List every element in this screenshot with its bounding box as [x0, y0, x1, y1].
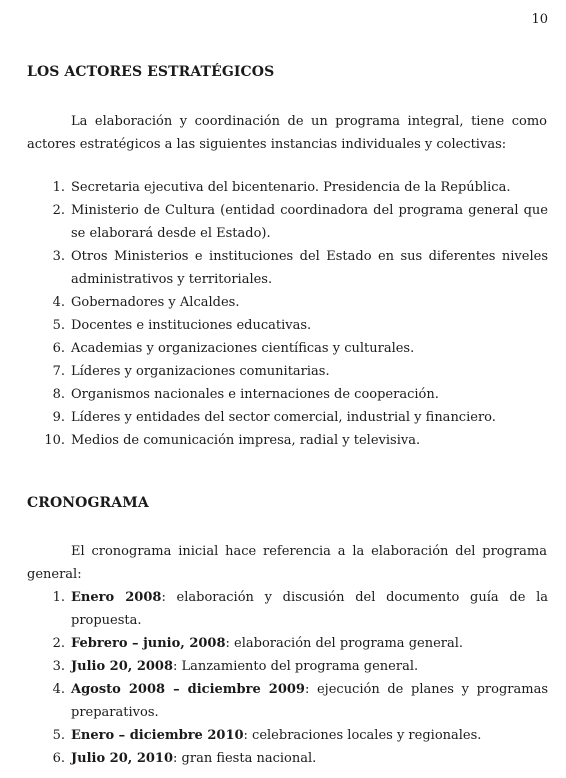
list-number: 10. — [44, 433, 65, 448]
intro-paragraph-cronograma: El cronograma inicial hace referencia a la elaboración del programa general: — [27, 544, 547, 582]
list-item — [27, 314, 548, 337]
list-number: 4. — [52, 295, 65, 310]
intro-paragraph-actores: La elaboración y coordinación de un programa integral, tiene como actores estratégicos a las siguientes instancias individuales y colectivas: — [27, 114, 547, 152]
list-item — [27, 360, 548, 383]
list-item-text: Líderes y organizaciones comunitarias. — [71, 364, 330, 379]
list-item-text: Líderes y entidades del sector comercial, industrial y financiero. — [71, 410, 496, 425]
list-item — [27, 632, 548, 655]
schedule-date: Febrero – junio, 2008 — [71, 636, 226, 651]
list-number: 6. — [52, 341, 65, 356]
list-item — [27, 383, 548, 406]
schedule-date: Enero – diciembre 2010 — [71, 728, 244, 743]
section-heading-cronograma: CRONOGRAMA — [27, 495, 149, 511]
list-item — [27, 337, 548, 360]
schedule-description: : elaboración y discusión del documento guía de la propuesta. — [71, 590, 549, 628]
list-item — [27, 655, 548, 678]
list-number: 7. — [52, 364, 65, 379]
section-heading-actores: LOS ACTORES ESTRATÉGICOS — [27, 64, 275, 80]
list-number: 2. — [52, 636, 65, 651]
list-number: 3. — [52, 249, 65, 264]
list-item — [27, 199, 548, 245]
schedule-description: : ejecución de planes y programas preparativos. — [71, 682, 548, 720]
list-item — [27, 747, 548, 770]
list-item-text: Organismos nacionales e internaciones de cooperación. — [71, 387, 439, 402]
schedule-date: Enero 2008 — [71, 590, 162, 605]
list-item — [27, 291, 548, 314]
list-item — [27, 406, 548, 429]
list-item — [27, 429, 548, 452]
list-number: 8. — [52, 387, 65, 402]
list-item — [27, 724, 548, 747]
schedule-date: Julio 20, 2008 — [71, 659, 174, 674]
schedule-date: Agosto 2008 – diciembre 2009 — [71, 682, 305, 697]
cronograma-list — [27, 586, 548, 770]
schedule-description: : gran fiesta nacional. — [173, 751, 317, 766]
list-number: 6. — [52, 751, 65, 766]
list-number: 2. — [52, 203, 65, 218]
list-number: 9. — [52, 410, 65, 425]
list-number: 1. — [52, 180, 65, 195]
list-item — [27, 245, 548, 291]
schedule-description: : elaboración del programa general. — [225, 636, 464, 651]
list-item-text: Otros Ministerios e instituciones del Estado en sus diferentes niveles administrativos y territoriales. — [71, 249, 548, 287]
schedule-date: Julio 20, 2010 — [71, 751, 174, 766]
list-item-text: Medios de comunicación impresa, radial y televisiva. — [71, 433, 421, 448]
list-number: 5. — [52, 728, 65, 743]
list-item — [27, 176, 548, 199]
list-number: 3. — [52, 659, 65, 674]
list-number: 5. — [52, 318, 65, 333]
list-item-text: Academias y organizaciones científicas y culturales. — [71, 341, 415, 356]
schedule-description: : celebraciones locales y regionales. — [243, 728, 482, 743]
list-item — [27, 678, 548, 724]
schedule-description: : Lanzamiento del programa general. — [173, 659, 419, 674]
list-item — [27, 586, 548, 632]
list-item-text: Gobernadores y Alcaldes. — [71, 295, 240, 310]
actores-list — [27, 176, 548, 452]
list-item-text: Ministerio de Cultura (entidad coordinadora del programa general que se elaborará desde el Estado). — [71, 203, 548, 241]
list-number: 1. — [52, 590, 65, 605]
page-number: 10 — [531, 12, 548, 27]
list-number: 4. — [52, 682, 65, 697]
list-item-text: Docentes e instituciones educativas. — [71, 318, 312, 333]
list-item-text: Secretaria ejecutiva del bicentenario. Presidencia de la República. — [71, 180, 511, 195]
